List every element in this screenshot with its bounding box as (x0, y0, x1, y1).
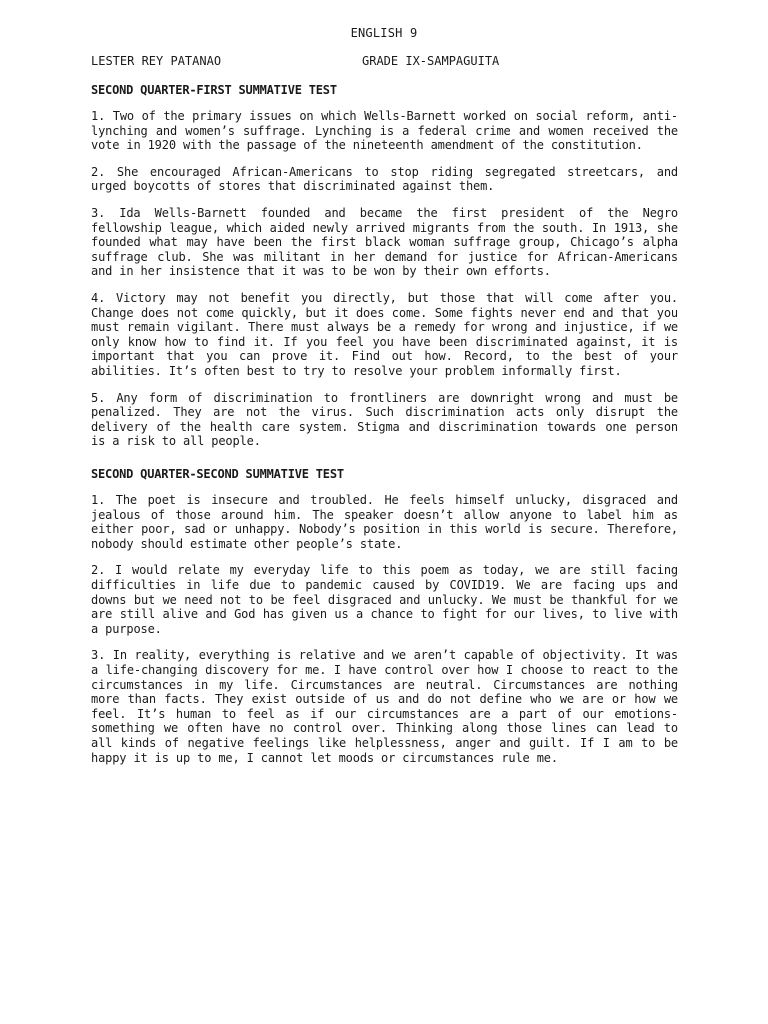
answer-paragraph-3: 3. Ida Wells-Barnett founded and became the first president of the Negro fellowship league, which aided newly arrived migrants from the south. In 1913, she founded what may have been the first black woman suffrage group, Chicago’s alpha suffrage club. She was militant in her demand for justice for African-Americans and in her insistence that it was to be won by their own efforts. (91, 205, 678, 279)
answer-paragraph-4: 4. Victory may not benefit you directly, but those that will come after you. Change does not come quickly, but it does come. Some fights never end and that you must remain vigilant. There must always be a remedy for wrong and injustice, if we only know how to find it. If you feel you have been discriminated against, it is important that you can prove it. Find out how. Record, to the best of your abilities. It’s often best to try to resolve your problem informally first. (91, 290, 678, 378)
answer-paragraph-1: 1. Two of the primary issues on which Wells-Barnett worked on social reform, anti-lynching and women’s suffrage. Lynching is a federal crime and women received the vote in 1920 with the passage of the nineteenth amendment of the constitution. (91, 109, 678, 153)
student-name: LESTER REY PATANAO (91, 54, 222, 68)
answer-paragraph-2: 2. I would relate my everyday life to this poem as today, we are still facing difficulties in life due to pandemic caused by COVID19. We are facing ups and downs but we need not to be feel disgraced and unlucky. We must be thankful for we are still alive and God has given us a chance to fight for our lives, to live with a purpose. (91, 563, 678, 636)
answer-paragraph-5: 5. Any form of discrimination to frontliners are downright wrong and must be penalized. They are not the virus. Such discrimination acts only disrupt the delivery of the health care system. Stigma and discrimination towards one person is a risk to all people. (91, 390, 678, 449)
first-summative-test-section (91, 83, 678, 461)
second-summative-test-section (91, 467, 678, 777)
subject-heading: ENGLISH 9 (350, 26, 418, 40)
section-title: SECOND QUARTER-FIRST SUMMATIVE TEST (91, 83, 337, 97)
grade-section: GRADE IX-SAMPAGUITA (362, 54, 500, 68)
answer-paragraph-2: 2. She encouraged African-Americans to stop riding segregated streetcars, and urged boycotts of stores that discriminated against them. (91, 164, 678, 194)
answer-paragraph-3: 3. In reality, everything is relative and we aren’t capable of objectivity. It was a life-changing discovery for me. I have control over how I choose to react to the circumstances in my life. Circumstances are neutral. Circumstances are nothing more than facts. They exist outside of us and do not define who we are or how we feel. It’s human to feel as if our circumstances are a part of our emotions-something we often have no control over. Thinking along those lines can lead to all kinds of negative feelings like helplessness, anger and guilt. If I am to be happy it is up to me, I cannot let moods or circumstances rule me. (91, 648, 678, 765)
answer-paragraph-1: 1. The poet is insecure and troubled. He feels himself unlucky, disgraced and jealous of those around him. The speaker doesn’t allow anyone to label him as either poor, sad or unhappy. Nobody’s position in this world is secure. Therefore, nobody should estimate other people’s state. (91, 493, 678, 551)
section-title: SECOND QUARTER-SECOND SUMMATIVE TEST (91, 467, 344, 481)
